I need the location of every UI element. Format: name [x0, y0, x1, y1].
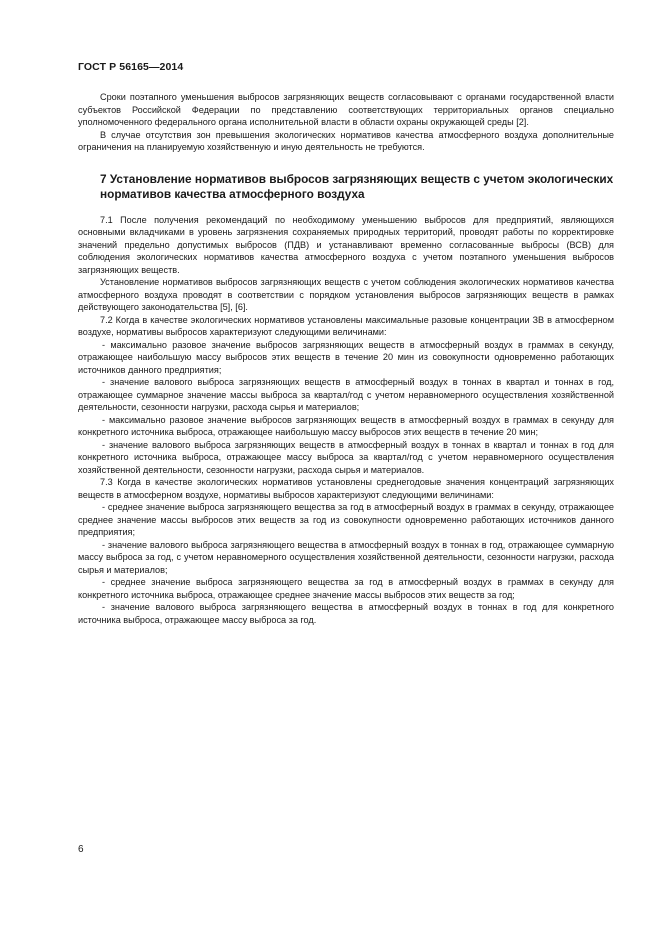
list-item: - среднее значение выброса загрязняющего вещества за год в атмосферный воздух в граммах в секунду, отражающее среднее значение массы выбросов этих веществ за год из совокупности одновременно работающих источников данного предприятия; [78, 502, 614, 537]
section-heading: 7 Установление нормативов выбросов загрязняющих веществ с учетом экологических нормативов качества атмосферного воздуха [100, 171, 614, 201]
section-paragraph: 7.1 После получения рекомендаций по необходимому уменьшению выбросов для предприятий, являющихся основными вкладчиками в уровень загрязнения сохраняемых природных территорий, проводят работы по корректировке значений предельно допустимых выбросов (ПДВ) и устанавливают временно согласованные выбросы (ВСВ) для соблюдения экологических нормативов качества атмосферного воздуха с учетом поэтапного уменьшения выбросов загрязняющих веществ. [78, 214, 614, 275]
document-header: ГОСТ Р 56165—2014 [78, 61, 184, 73]
section-paragraph: 7.3 Когда в качестве экологических нормативов установлены среднегодовые значения концентраций загрязняющих веществ в атмосферном воздухе, нормативы выбросов характеризуют следующими величинами: [78, 477, 614, 500]
section-7-content [78, 214, 614, 627]
list-item: - значение валового выброса загрязняющего вещества в атмосферный воздух в тоннах в год, отражающее суммарную массу выброса за год, с учетом неравномерного осуществления хозяйственной деятельности, сезонности нагрузки, расхода сырья и материалов; [78, 539, 614, 575]
section-paragraph: 7.2 Когда в качестве экологических нормативов установлены максимальные разовые концентрации ЗВ в атмосферном воздухе, нормативы выбросов характеризуют следующими величинами: [78, 314, 614, 337]
list-item: - максимально разовое значение выбросов загрязняющих веществ в атмосферный воздух в граммах в секунду для конкретного источника выброса, отражающее наибольшую массу выбросов этих веществ в течение 20 мин; [78, 414, 614, 437]
intro-paragraph: В случае отсутствия зон превышения экологических нормативов качества атмосферного воздуха дополнительные ограничения на планируемую хозяйственную и иную деятельность не требуются. [78, 129, 614, 152]
intro-paragraph: Сроки поэтапного уменьшения выбросов загрязняющих веществ согласовывают с органами государственной власти субъектов Российской Федерации по представлению соответствующих территориальных органов специально уполномоченного федерального органа исполнительной власти в области охраны окружающей среды [2]. [78, 92, 614, 127]
section-paragraph: Установление нормативов выбросов загрязняющих веществ с учетом соблюдения экологических нормативов качества атмосферного воздуха проводят в соответствии с порядком установления выбросов загрязняющих веществ в рамках действующего законодательства [5], [6]. [78, 277, 614, 312]
list-item: - значение валового выброса загрязняющих веществ в атмосферный воздух в тоннах в квартал и тоннах в год для конкретного источника выброса, отражающее массу выброса за квартал/год с учетом неравномерного осуществления хозяйственной деятельности, сезонности нагрузки, расхода сырья и материалов. [78, 439, 614, 475]
list-item: - значение валового выброса загрязняющего вещества в атмосферный воздух в тоннах в год для конкретного источника выброса, отражающее массу выброса за год. [78, 602, 614, 625]
list-item: - среднее значение выброса загрязняющего вещества за год в атмосферный воздух в граммах в секунду для конкретного источника выброса, отражающее среднее значение массы выбросов этих веществ за год; [78, 577, 614, 600]
list-item: - максимально разовое значение выбросов загрязняющих веществ в атмосферный воздух в граммах в секунду, отражающее наибольшую массу выбросов этих веществ в течение 20 мин из совокупности одновременно работающих источников данного предприятия; [78, 339, 614, 375]
page-number: 6 [78, 844, 84, 855]
list-item: - значение валового выброса загрязняющих веществ в атмосферный воздух в тоннах в квартал и тоннах в год, отражающее суммарное значение массы выброса за квартал/год с учетом неравномерного осуществления хозяйственной деятельности, сезонности нагрузки, расхода сырья и материалов; [78, 377, 614, 412]
document-body [78, 91, 614, 626]
